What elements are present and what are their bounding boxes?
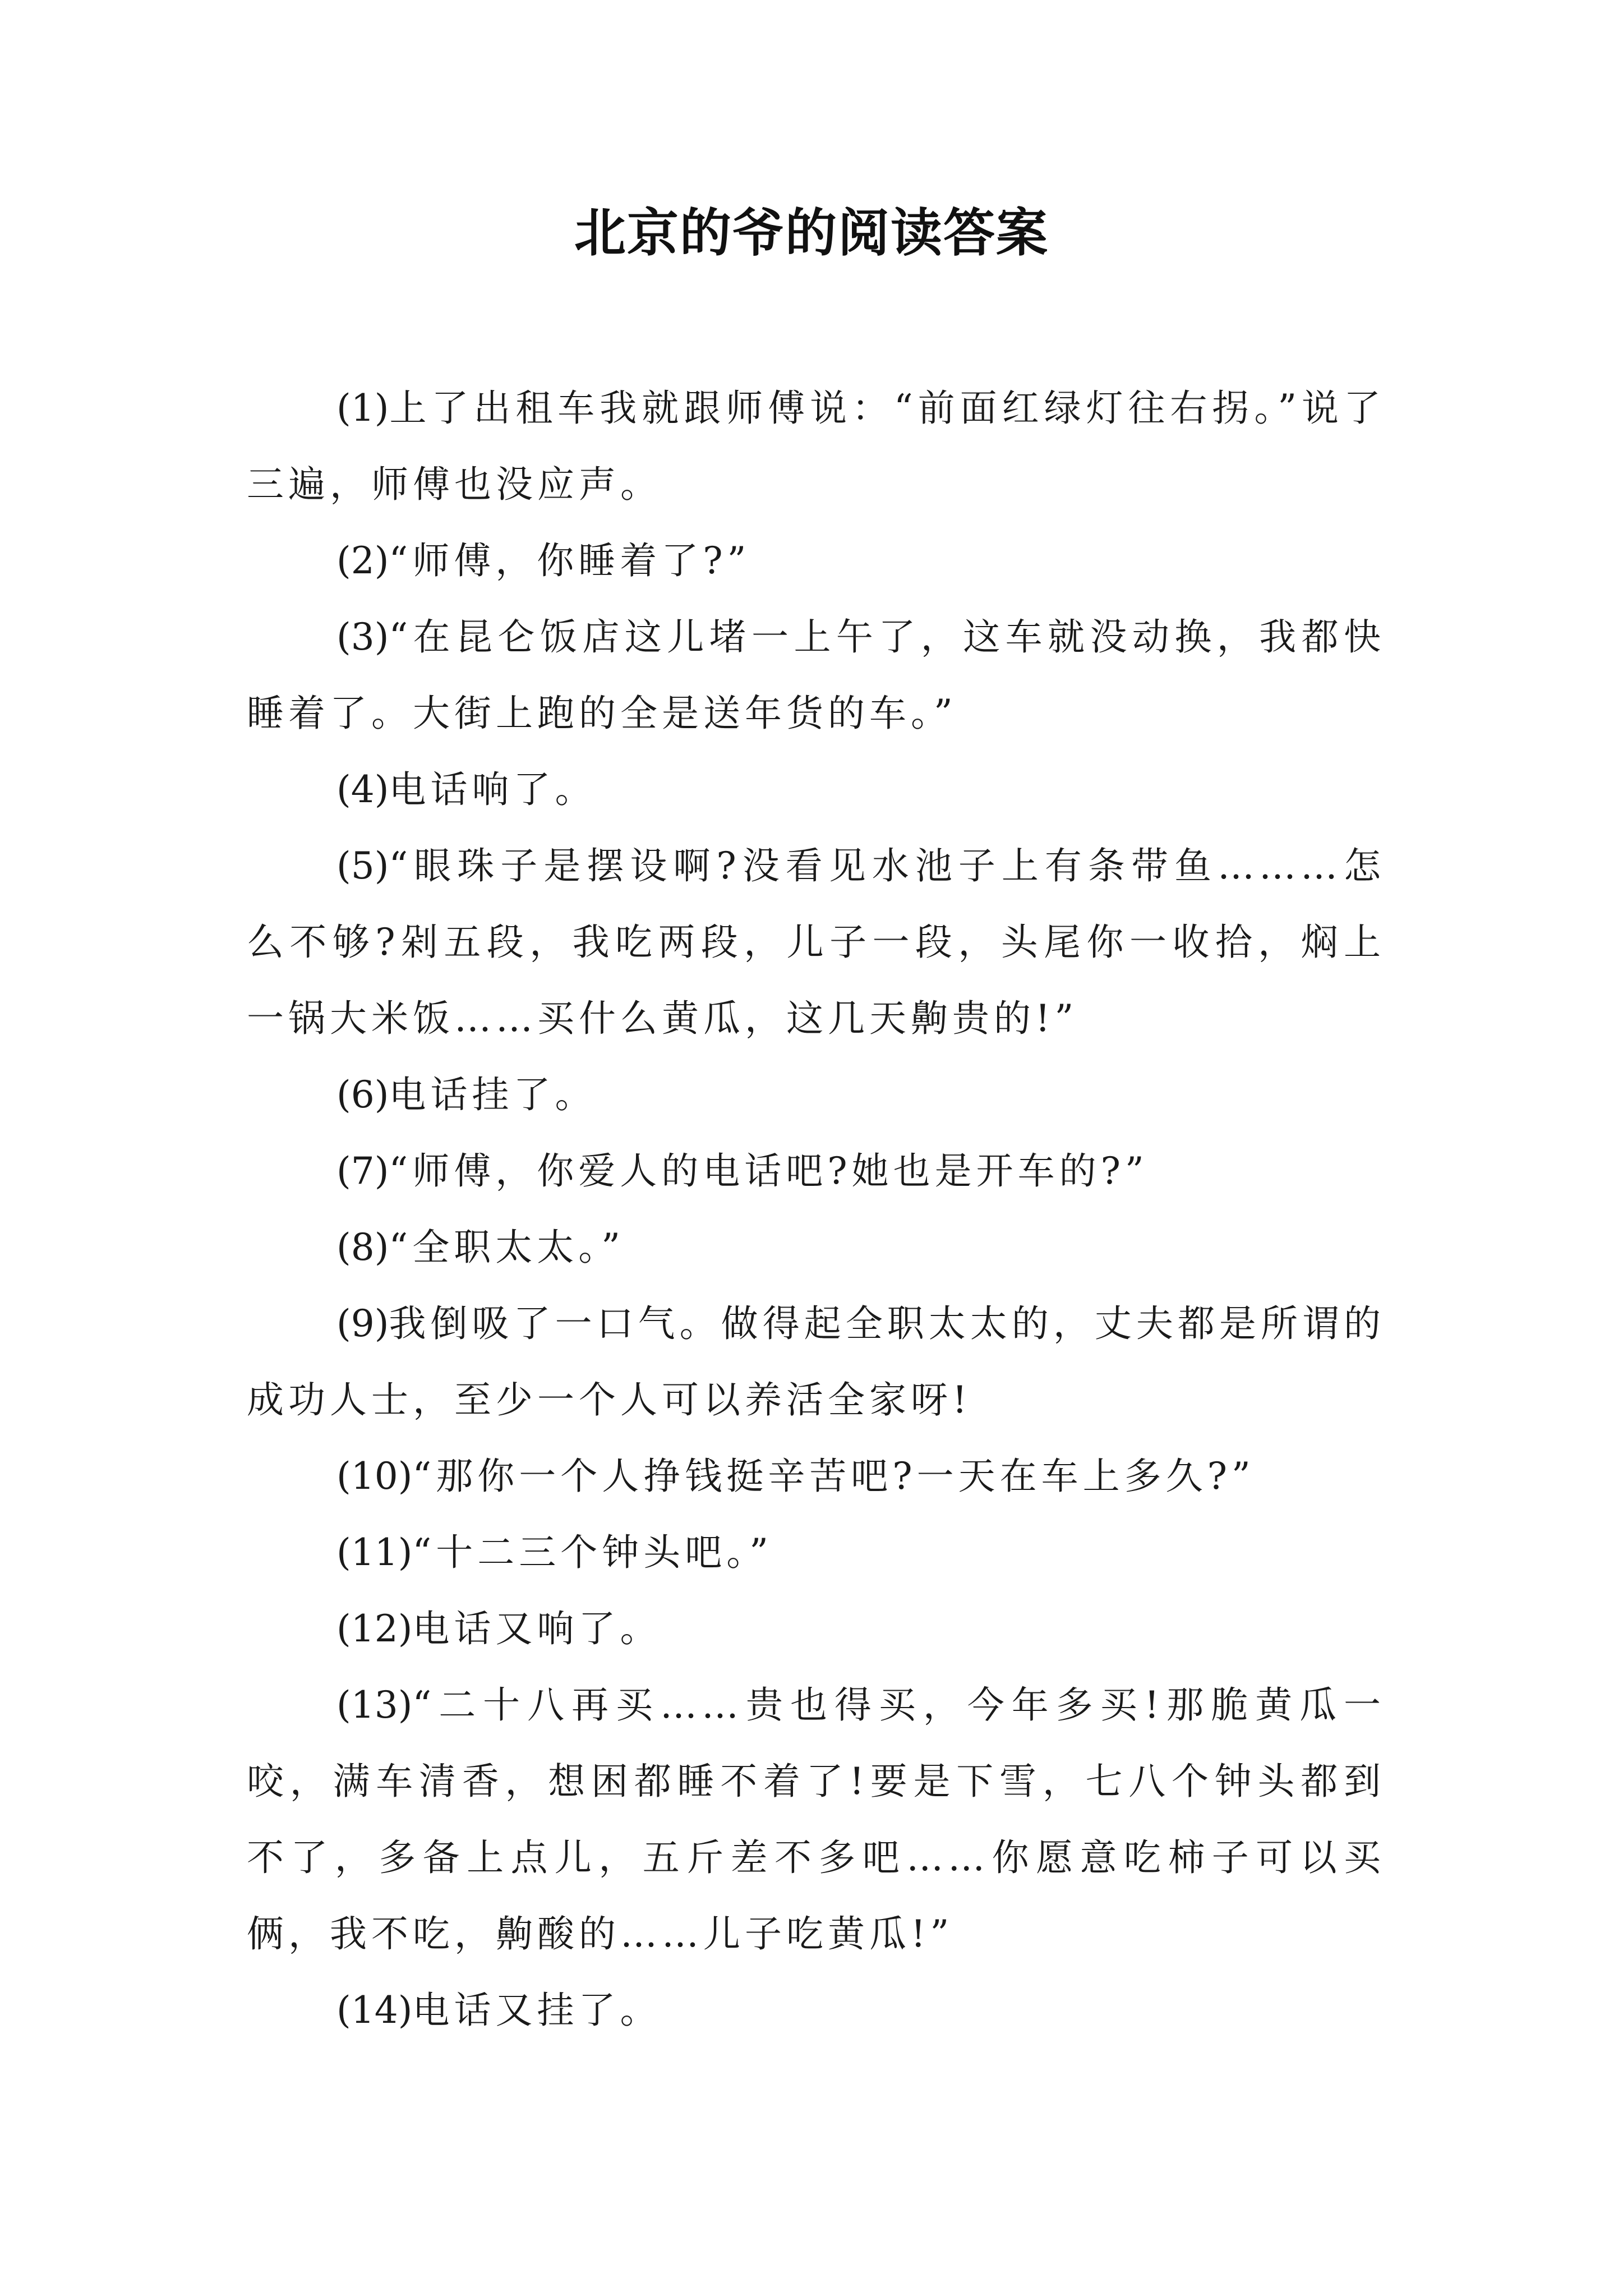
paragraph-number: (9) [336,1302,389,1345]
paragraph-text: 我倒吸了一口气。做得起全职太太的，丈夫都是所谓的成功人士，至少一个人可以养活全家呀! [247,1302,1385,1421]
document-title: 北京的爷的阅读答案 [574,203,1049,263]
paragraph-number: (4) [336,768,389,811]
paragraph-text: “师傅，你爱人的电话吧?她也是开车的?” [389,1149,1149,1193]
paragraph-5 [247,828,1385,1057]
paragraph-7 [247,1133,1385,1209]
paragraph-number: (12) [336,1607,413,1650]
paragraph-text: 电话又响了。 [412,1607,662,1650]
paragraph-number: (11) [336,1531,413,1574]
paragraph-text: 电话响了。 [389,768,597,811]
paragraph-number: (2) [336,539,389,582]
paragraph-number: (10) [336,1455,413,1498]
paragraph-number: (3) [336,615,389,659]
paragraph-text: “师傅，你睡着了?” [389,539,751,582]
paragraph-text: “那你一个人挣钱挺辛苦吧?一天在车上多久?” [412,1455,1255,1498]
paragraph-14 [247,1972,1385,2049]
paragraph-8 [247,1209,1385,1286]
paragraph-number: (14) [336,1989,413,2032]
paragraph-number: (5) [336,844,389,887]
paragraph-number: (1) [336,386,389,430]
paragraph-12 [247,1591,1385,1667]
paragraph-2 [247,523,1385,599]
paragraph-number: (6) [336,1073,389,1116]
paragraph-text: “全职太太。” [389,1226,625,1269]
paragraph-10 [247,1438,1385,1515]
paragraph-6 [247,1057,1385,1133]
paragraph-text: “二十八再买……贵也得买，今年多买!那脆黄瓜一咬，满车清香，想困都睡不着了!要是下雪，七八个钟头都到不了，多备上点儿，五斤差不多吧……你愿意吃柿子可以买俩，我不吃，齁酸的……儿子吃黄瓜!” [247,1683,1385,1955]
paragraph-13 [247,1667,1385,1972]
paragraph-4 [247,752,1385,828]
paragraph-text: 电话又挂了。 [412,1989,662,2032]
paragraph-number: (13) [336,1683,413,1727]
paragraph-text: “在昆仑饭店这儿堵一上午了，这车就没动换，我都快睡着了。大街上跑的全是送年货的车。” [247,615,1385,735]
paragraph-number: (7) [336,1149,389,1193]
paragraph-text: “眼珠子是摆设啊?没看见水池子上有条带鱼………怎么不够?剁五段，我吃两段，儿子一段，头尾你一收拾，焖上一锅大米饭……买什么黄瓜，这几天齁贵的!” [247,844,1385,1040]
paragraph-1 [247,370,1385,523]
paragraph-11 [247,1515,1385,1591]
paragraph-text: “十二三个钟头吧。” [412,1531,773,1574]
document-body [247,370,1385,2049]
paragraph-text: 电话挂了。 [389,1073,597,1116]
paragraph-text: 上了出租车我就跟师傅说：“前面红绿灯往右拐。”说了三遍，师傅也没应声。 [247,386,1385,506]
paragraph-number: (8) [336,1226,389,1269]
paragraph-3 [247,599,1385,752]
paragraph-9 [247,1286,1385,1438]
